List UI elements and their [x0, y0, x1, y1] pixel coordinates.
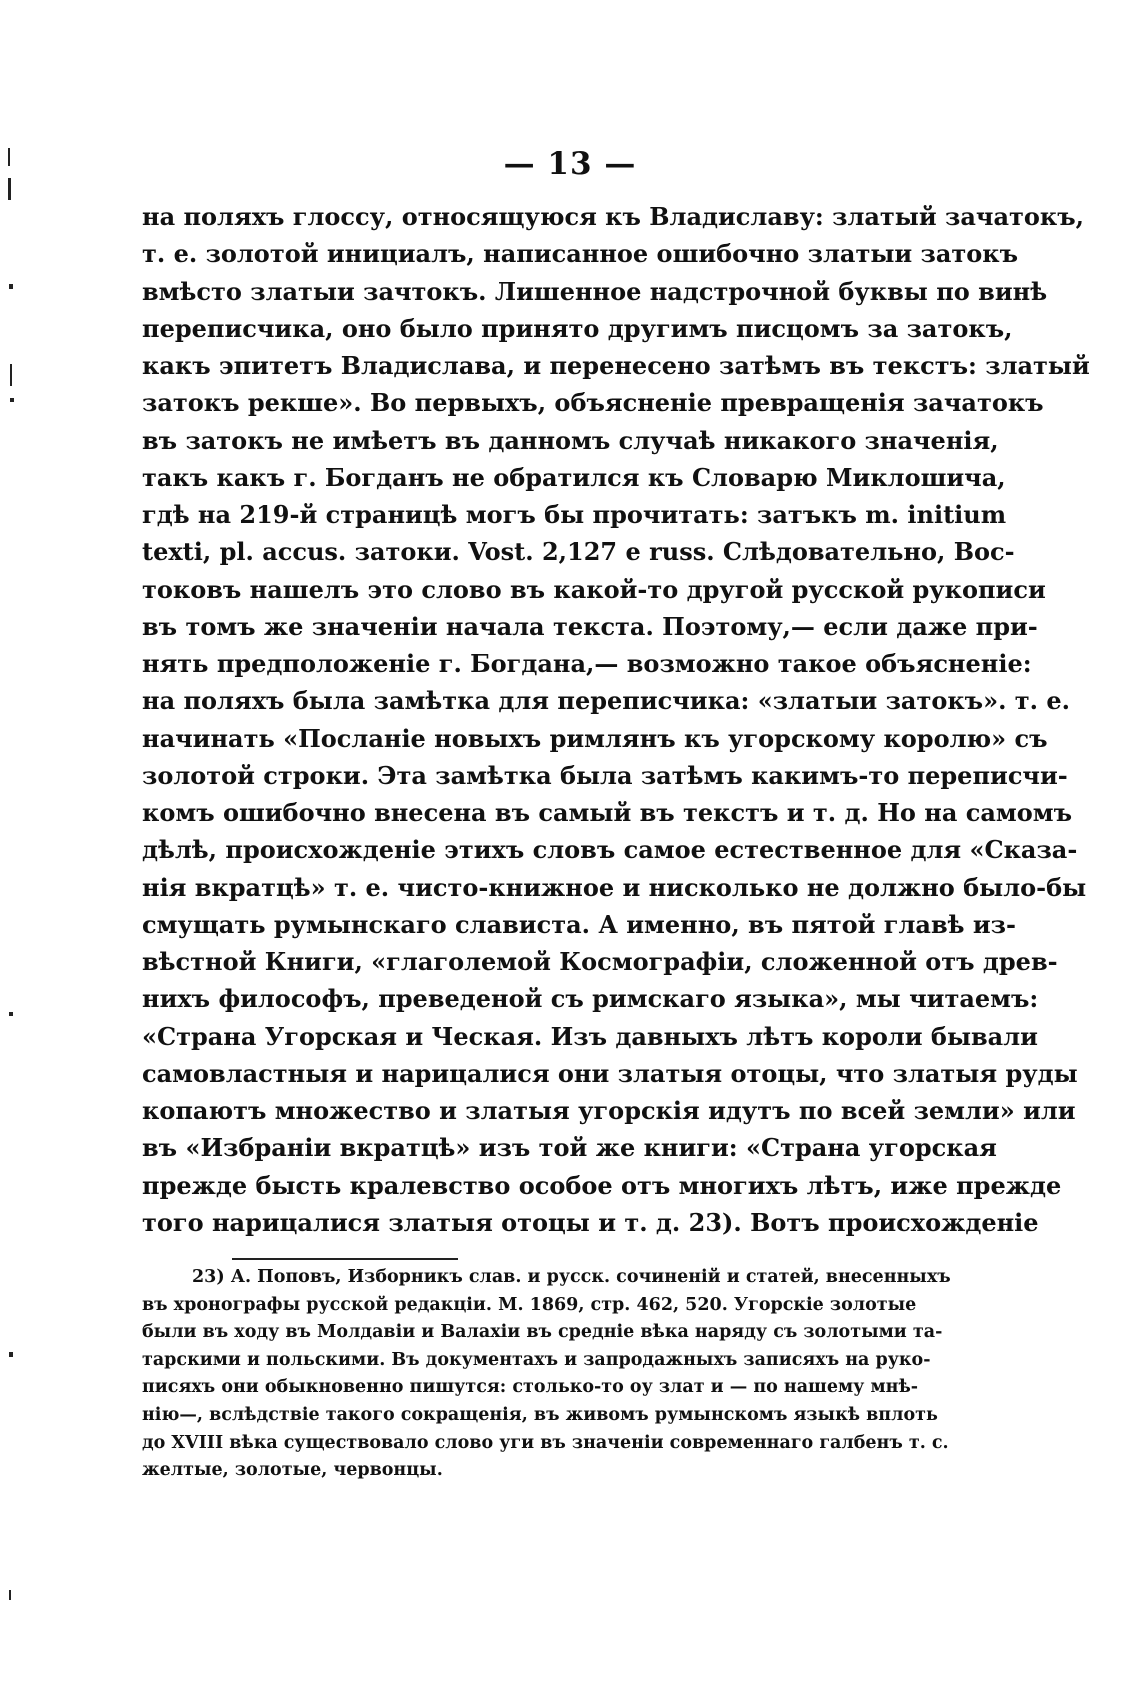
- body-line: вмѣсто златыи зачтокъ. Лишенное надстрочной буквы по винѣ: [142, 276, 1048, 306]
- scan-mark: [10, 398, 14, 402]
- body-line: какъ эпитетъ Владислава, и перенесено затѣмъ въ текстъ: златый: [142, 351, 1090, 380]
- body-line: затокъ рекше». Во первыхъ, объясненіе превращенія зачатокъ: [142, 388, 1044, 418]
- body-line: нія вкратцѣ» т. е. чисто-книжное и нисколько не должно было-бы: [142, 872, 1087, 902]
- body-line: того нарицалися златыя отоцы и т. д. 23). Вотъ происхожденіе: [142, 1207, 1039, 1237]
- body-line: дѣлѣ, происхожденіе этихъ словъ самое естественное для «Сказа-: [142, 835, 1078, 865]
- body-line: нять предположеніе г. Богдана,— возможно такое объясненіе:: [142, 649, 1032, 678]
- body-line: такъ какъ г. Богданъ не обратился къ Словарю Миклошича,: [142, 462, 1006, 492]
- body-line: золотой строки. Эта замѣтка была затѣмъ какимъ-то переписчи-: [142, 760, 1068, 790]
- body-line: вѣстной Книги, «глаголемой Космографіи, сложенной отъ древ-: [142, 947, 1058, 976]
- scan-mark: [9, 1352, 13, 1357]
- body-line: texti, pl. accus. затоки. Vost. 2,127 e russ. Слѣдовательно, Вос-: [142, 537, 1015, 567]
- body-line: т. е. золотой инициалъ, написанное ошибочно златыи затокъ: [142, 239, 1019, 269]
- body-line: «Страна Угорская и Ческая. Изъ давныхъ лѣтъ короли бывали: [142, 1021, 1038, 1051]
- body-line: въ «Избраніи вкратцѣ» изъ той же книги: «Страна угорская: [142, 1133, 997, 1163]
- scan-mark: [8, 148, 10, 166]
- footnote-line: были въ ходу въ Молдавіи и Валахіи въ средніе вѣка наряду съ золотыми та-: [142, 1322, 943, 1343]
- body-line: на поляхъ была замѣтка для переписчика: «златыи затокъ». т. е.: [142, 686, 1070, 716]
- scan-mark: [9, 1590, 11, 1600]
- page-number: — 13 —: [503, 146, 637, 182]
- body-line: копаютъ множество и златыя угорскія идутъ по всей земли» или: [142, 1096, 1076, 1125]
- footnotes: [142, 1264, 951, 1485]
- body-line: гдѣ на 219-й страницѣ могъ бы прочитать: затъкъ m. initium: [142, 500, 1007, 529]
- main-text: [142, 198, 1090, 1241]
- body-line: начинать «Посланіе новыхъ римлянъ къ угорскому королю» съ: [142, 723, 1048, 753]
- scan-mark: [9, 284, 13, 289]
- footnote-line: желтые, золотые, червонцы.: [142, 1460, 443, 1481]
- footnote-line: писяхъ они обыкновенно пишутся: столько-то оу злат и — по нашему мнѣ-: [142, 1377, 919, 1398]
- body-line: комъ ошибочно внесена въ самый въ текстъ и т. д. Но на самомъ: [142, 798, 1072, 827]
- body-line: прежде бысть кралевство особое отъ многихъ лѣтъ, иже прежде: [142, 1170, 1062, 1200]
- footnote-line: тарскими и польскими. Въ документахъ и запродажныхъ записяхъ на руко-: [142, 1349, 931, 1370]
- body-line: въ затокъ не имѣетъ въ данномъ случаѣ никакого значенія,: [142, 425, 999, 455]
- footnote-line: въ хронографы русской редакціи. М. 1869, стр. 462, 520. Угорскіе золотые: [142, 1294, 917, 1315]
- body-line: самовластныя и нарицалися они златыя отоцы, что златыя руды: [142, 1058, 1078, 1088]
- footnote-rule: [232, 1258, 458, 1260]
- footnote-line: 23) А. Поповъ, Изборникъ слав. и русск. сочиненій и статей, внесенныхъ: [192, 1267, 951, 1287]
- body-line: на поляхъ глоссу, относящуюся къ Владиславу: златый зачатокъ,: [142, 202, 1084, 231]
- body-line: нихъ философъ, преведеной съ римскаго языка», мы читаемъ:: [142, 984, 1039, 1014]
- footnote-line: нію—, вслѣдствіе такого сокращенія, въ живомъ румынскомъ языкѣ вплоть: [142, 1404, 938, 1425]
- body-line: переписчика, оно было принято другимъ писцомъ за затокъ,: [142, 313, 1013, 343]
- body-line: въ томъ же значеніи начала текста. Поэтому,— если даже при-: [142, 611, 1038, 641]
- footnote-line: до XVIII вѣка существовало слово уги въ значеніи современнаго галбенъ т. с.: [142, 1432, 949, 1453]
- scan-mark: [8, 178, 11, 200]
- scan-mark: [9, 1012, 13, 1016]
- scan-mark: [10, 364, 12, 386]
- body-line: смущать румынскаго слависта. А именно, въ пятой главѣ из-: [142, 909, 1016, 939]
- body-line: токовъ нашелъ это слово въ какой-то другой русской рукописи: [142, 574, 1046, 604]
